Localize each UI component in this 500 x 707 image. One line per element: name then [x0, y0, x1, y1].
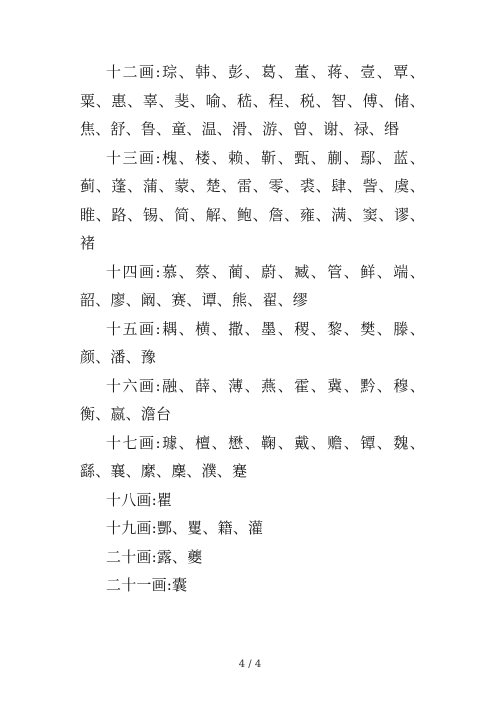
stroke-count-list: [80, 58, 425, 600]
entry-12-strokes: 十二画:琮、韩、彭、葛、董、蒋、壹、覃、粟、惠、辜、斐、喻、嵇、程、税、智、傅、储、焦、舒、鲁、童、温、滑、游、曾、谢、禄、缗: [80, 63, 425, 138]
entry-14-strokes: 十四画:慕、蔡、蔺、蔚、臧、管、鲜、端、韶、廖、阚、赛、谭、熊、翟、缪: [80, 262, 425, 309]
entry-13-strokes: 十三画:槐、楼、赖、靳、甄、蒯、鄢、蓝、蓟、蓬、蒲、蒙、楚、雷、零、裘、肆、訾、虞、睢、路、锡、简、解、鲍、詹、雍、满、窦、谬、褚: [80, 148, 425, 252]
entry-16-strokes: 十六画:融、薛、薄、燕、霍、冀、黔、穆、衡、嬴、澹台: [80, 376, 425, 423]
entry-19-strokes: 十九画:酆、矍、籍、灌: [106, 519, 264, 537]
entry-21-strokes: 二十一画:囊: [106, 576, 188, 594]
entry-15-strokes: 十五画:耦、横、撒、墨、稷、黎、樊、滕、颜、潘、豫: [80, 319, 425, 366]
page-number: 4 / 4: [238, 659, 262, 670]
entry-18-strokes: 十八画:瞿: [106, 490, 173, 509]
entry-17-strokes: 十七画:璩、檀、懋、鞠、戴、赡、镡、魏、繇、襄、縻、麇、濮、蹇: [80, 433, 425, 480]
entry-20-strokes: 二十画:露、夔: [106, 547, 203, 566]
